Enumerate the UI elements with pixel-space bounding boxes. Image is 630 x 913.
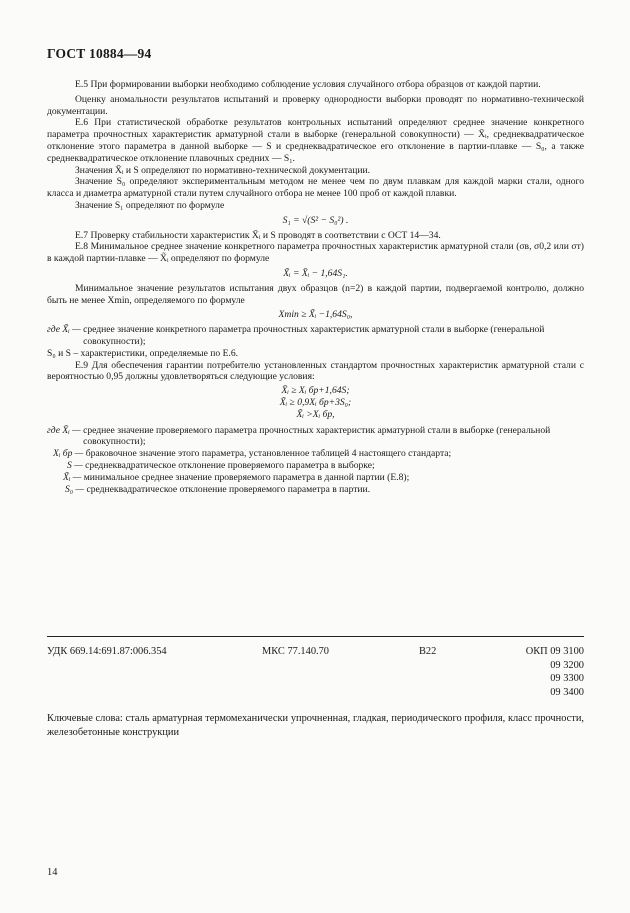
definition-s0-s: S₀ и S – характеристики, определяемые по Е.6.	[47, 347, 239, 359]
paragraph-e9: Е.9 Для обеспечения гарантии потребителю установленных стандартом прочностных характеристик арматурной стали с вероятностью 0,95 должны удовлетворяться следующие условия:	[47, 359, 584, 383]
definition-xi-mean	[47, 425, 584, 449]
footer-divider	[47, 636, 584, 637]
document-body	[47, 79, 584, 495]
definition-value: среднеквадратическое отклонение проверяемого параметра в выборке;	[85, 459, 375, 471]
paragraph-e6-s0: Значение S₀ определяют экспериментальным методом не менее чем по двум плавкам для каждой марки стали, одного класса и диаметра арматурной стали путем случайного отбора не менее 100 проб от каждой плавки.	[47, 176, 584, 200]
definition-value: среднее значение конкретного параметра прочностных характеристик арматурной стали в выборке (генеральной совокупности);	[83, 324, 545, 347]
paragraph-e6-s1: Значение S₁ определяют по формуле	[75, 199, 225, 211]
definition-value: браковочное значение этого параметра, установленное таблицей 4 настоящего стандарта;	[85, 448, 452, 460]
condition-1: X̄ᵢ ≥ Xᵢ бр+1,64S;	[281, 385, 350, 397]
okp-codes	[505, 645, 584, 699]
definition-s	[47, 460, 584, 472]
definition-value: среднеквадратическое отклонение проверяемого параметра в партии.	[86, 483, 371, 495]
document-header: ГОСТ 10884—94	[47, 46, 152, 61]
paragraph-e8: Е.8 Минимальное среднее значение конкретного параметра прочностных характеристик арматурной стали (σв, σ0,2 или σт) в каждой партии-плавке — X̃ᵢ определяют по формуле	[47, 241, 584, 265]
okp-code: 09 3300	[550, 673, 584, 685]
definition-value: среднее значение проверяемого параметра прочностных характеристик арматурной стали в выборке (генеральной совокупности);	[83, 424, 551, 448]
definition-key: где X̃ᵢ —	[47, 324, 81, 336]
paragraph-e5: Е.5 При формировании выборки необходимо соблюдение условия случайного отбора образцов от каждой партии.	[75, 79, 541, 90]
mks-code: МКС 77.140.70	[262, 646, 330, 657]
paragraph-e6-values: Значения X̄ᵢ и S определяют по нормативно-технической документации.	[75, 164, 371, 176]
definition-s0	[47, 484, 584, 496]
udk-code: УДК 669.14:691.87:006.354	[47, 646, 167, 657]
okp-code: 09 3400	[550, 686, 584, 698]
definition-xi-tilde	[47, 324, 584, 348]
paragraph-e5-anomaly: Оценку аномальности результатов испытаний и проверку однородности выборки проводят по нормативно-технической документации.	[47, 93, 584, 117]
paragraph-e6: Е.6 При статистической обработке результатов контрольных испытаний определяют среднее значение конкретного параметра прочностных характеристик арматурной стали в выборке (генеральной совокупности) — X̄ᵢ, среднеквадратическое отклонение этого параметра в данной выборке — S и среднеквадратическое его отклонение в партии-плавке — S₀, а также среднеквадратическое отклонение плавочных средних — S₁.	[47, 117, 584, 164]
definition-key: Xᵢ бр —	[53, 448, 84, 460]
condition-2: X̃ᵢ ≥ 0,9Xᵢ бр+3S₀;	[279, 396, 352, 408]
formula-xi-min-mean: X̃ᵢ = X̄ᵢ − 1,64S₁.	[283, 267, 348, 279]
okp-code: ОКП 09 3100	[525, 646, 584, 657]
definition-key: S₀ —	[65, 483, 85, 495]
definition-value: минимальное среднее значение проверяемого параметра в данной партии (Е.8);	[83, 471, 410, 483]
keywords: Ключевые слова: сталь арматурная термомеханически упрочненная, гладкая, периодического профиля, класс прочности, железобетонные конструкции	[47, 713, 584, 738]
paragraph-e7: Е.7 Проверку стабильности характеристик X̄ᵢ и S проводят в соответствии с ОСТ 14—34.	[75, 229, 441, 241]
definition-xi-tilde-min	[47, 472, 584, 484]
definition-key: X̃ᵢ —	[63, 471, 82, 483]
definition-xi-br	[47, 448, 584, 460]
page-number: 14	[47, 867, 58, 878]
paragraph-e8-min: Минимальное значение результатов испытания двух образцов (n=2) в каждой партии, подвергаемой контролю, должно быть не менее Xmin, определяемого по формуле	[47, 282, 584, 306]
definition-key: где X̄ᵢ —	[47, 424, 81, 436]
okp-code: 09 3200	[550, 659, 584, 671]
condition-3: X̃ᵢ >Xᵢ бр,	[296, 408, 335, 420]
definition-key: S —	[67, 459, 83, 471]
formula-s1: S₁ = √(S² − S₀²) .	[282, 214, 349, 226]
formula-xmin: Xmin ≥ X̃ᵢ −1,64S₀,	[278, 309, 353, 321]
group-code: В22	[419, 646, 437, 657]
